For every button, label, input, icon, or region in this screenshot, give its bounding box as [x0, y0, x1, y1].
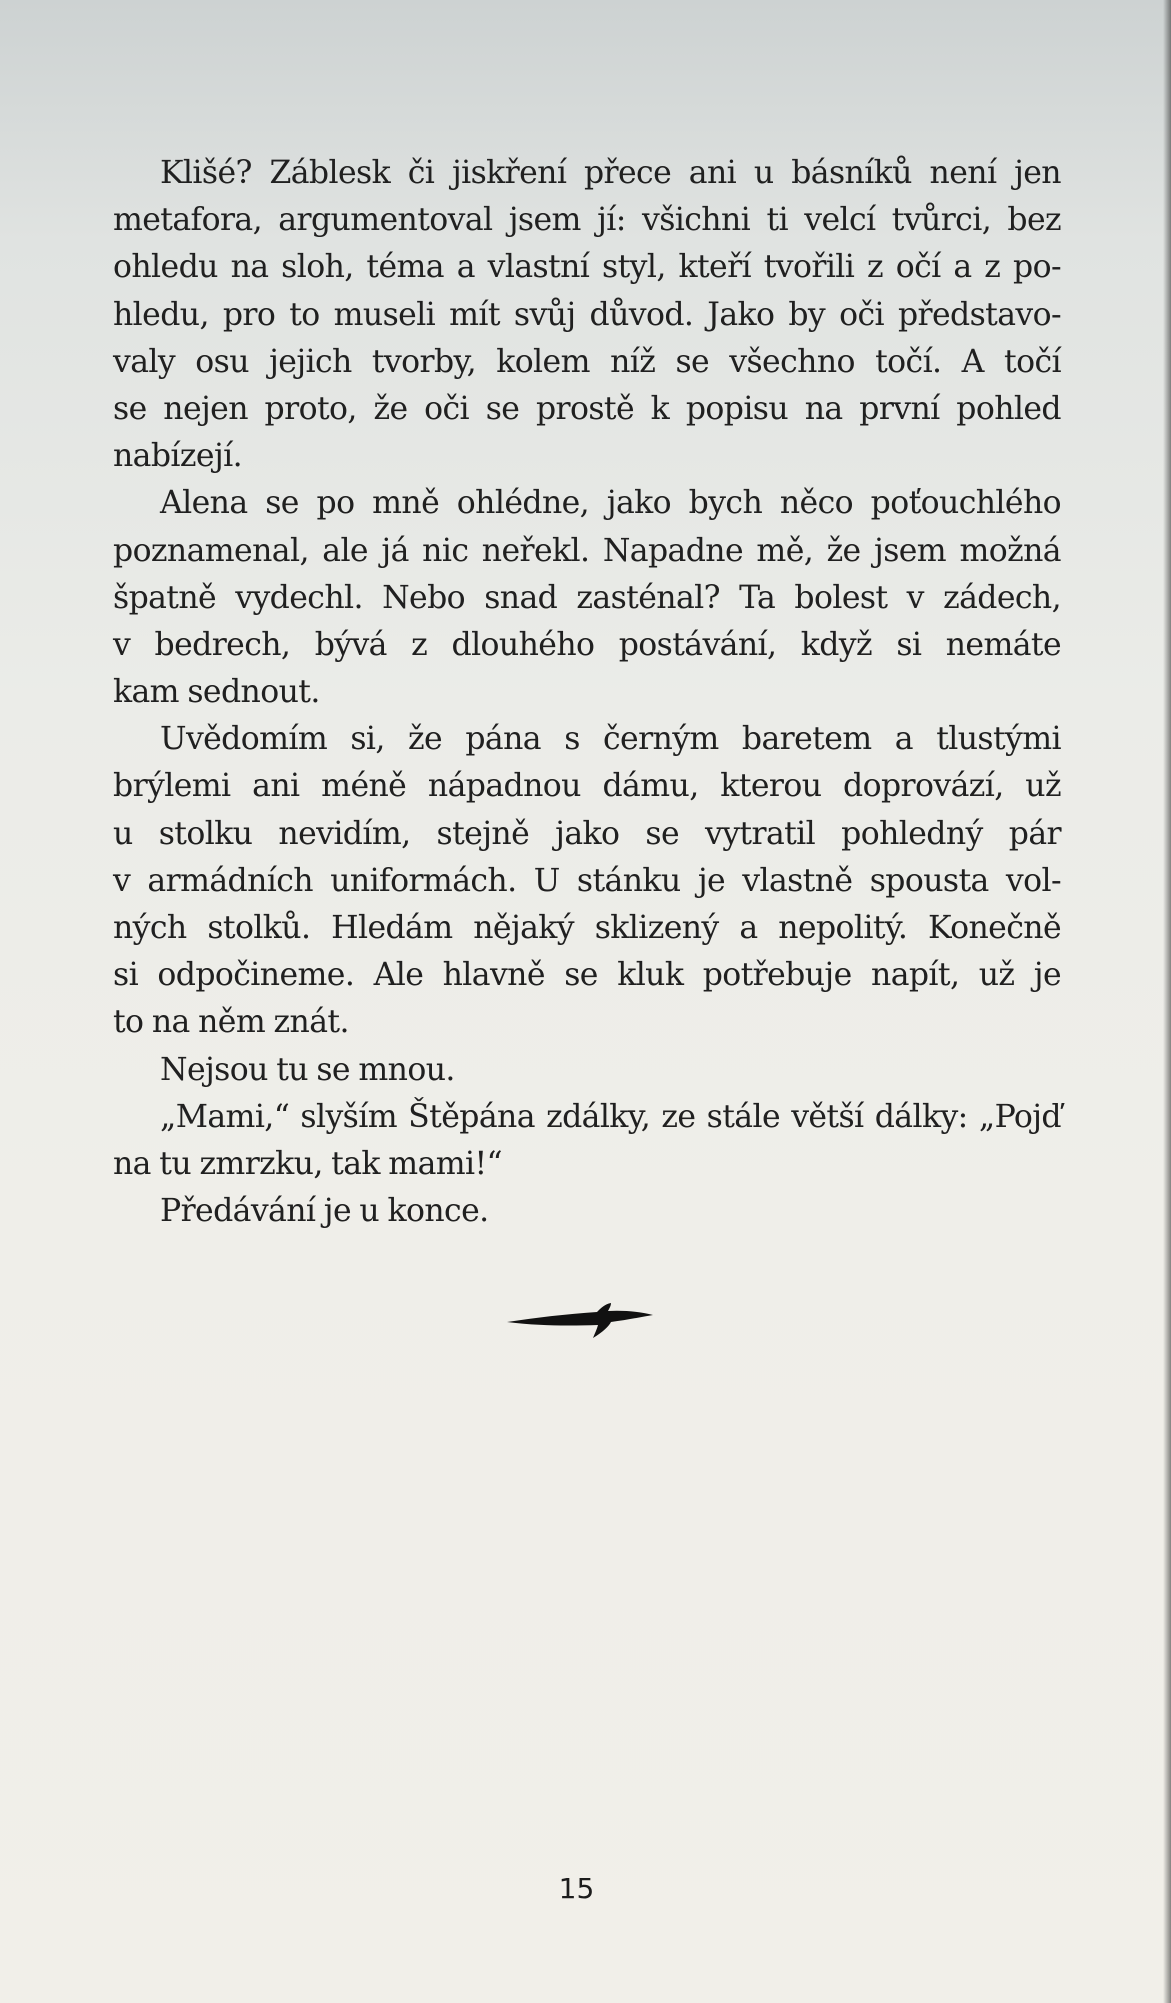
body-text: [113, 150, 1061, 1235]
text-line: valy osu jejich tvorby, kolem níž se všechno točí. A točí: [113, 343, 1061, 380]
paragraph-1: [113, 150, 1061, 480]
text-line: kam sednout.: [113, 674, 320, 711]
text-line: ných stolků. Hledám nějaký sklizený a nepolitý. Konečně: [113, 910, 1061, 946]
text-line: Předávání je u konce.: [160, 1193, 489, 1230]
text-line: Alena se po mně ohlédne, jako bych něco poťouchlého: [160, 485, 1061, 522]
text-line: ohledu na sloh, téma a vlastní styl, kteří tvořili z očí a z po-: [113, 249, 1061, 286]
page-edge: [1163, 0, 1171, 2003]
text-line: Nejsou tu se mnou.: [160, 1051, 455, 1088]
text-line: nabízejí.: [113, 438, 242, 475]
text-line: to na něm znát.: [113, 1004, 349, 1041]
text-line: „Mami,“ slyším Štěpána zdálky, ze stále větší dálky: „Pojď: [160, 1098, 1061, 1135]
text-line: poznamenal, ale já nic neřekl. Napadne mě, že jsem možná: [113, 532, 1061, 569]
paragraph-6: [113, 1188, 1061, 1235]
text-line: Klišé? Záblesk či jiskření přece ani u básníků není jen: [160, 155, 1061, 191]
text-line: v armádních uniformách. U stánku je vlastně spousta vol-: [113, 862, 1061, 899]
text-line: metafora, argumentoval jsem jí: všichni ti velcí tvůrci, bez: [113, 202, 1061, 239]
text-line: si odpočineme. Ale hlavně se kluk potřebuje napít, už je: [113, 957, 1061, 994]
text-line: brýlemi ani méně nápadnou dámu, kterou doprovází, už: [113, 768, 1061, 805]
text-line: na tu zmrzku, tak mami!“: [113, 1145, 503, 1182]
text-line: se nejen proto, že oči se prostě k popisu na první pohled: [113, 390, 1061, 427]
arrow-fish-ornament-icon: [505, 1300, 655, 1340]
paragraph-4: [113, 1047, 1061, 1094]
text-line: Uvědomím si, že pána s černým baretem a tlustými: [160, 721, 1061, 758]
text-line: u stolku nevidím, stejně jako se vytratil pohledný pár: [113, 815, 1061, 852]
text-line: v bedrech, bývá z dlouhého postávání, když si nemáte: [113, 626, 1061, 663]
paragraph-5: [113, 1094, 1061, 1188]
text-line: špatně vydechl. Nebo snad zasténal? Ta bolest v zádech,: [113, 579, 1061, 616]
paragraph-3: [113, 716, 1061, 1046]
page-number: 15: [558, 1872, 595, 1905]
paragraph-2: [113, 480, 1061, 716]
text-line: hledu, pro to museli mít svůj důvod. Jako by oči představo-: [113, 296, 1061, 333]
